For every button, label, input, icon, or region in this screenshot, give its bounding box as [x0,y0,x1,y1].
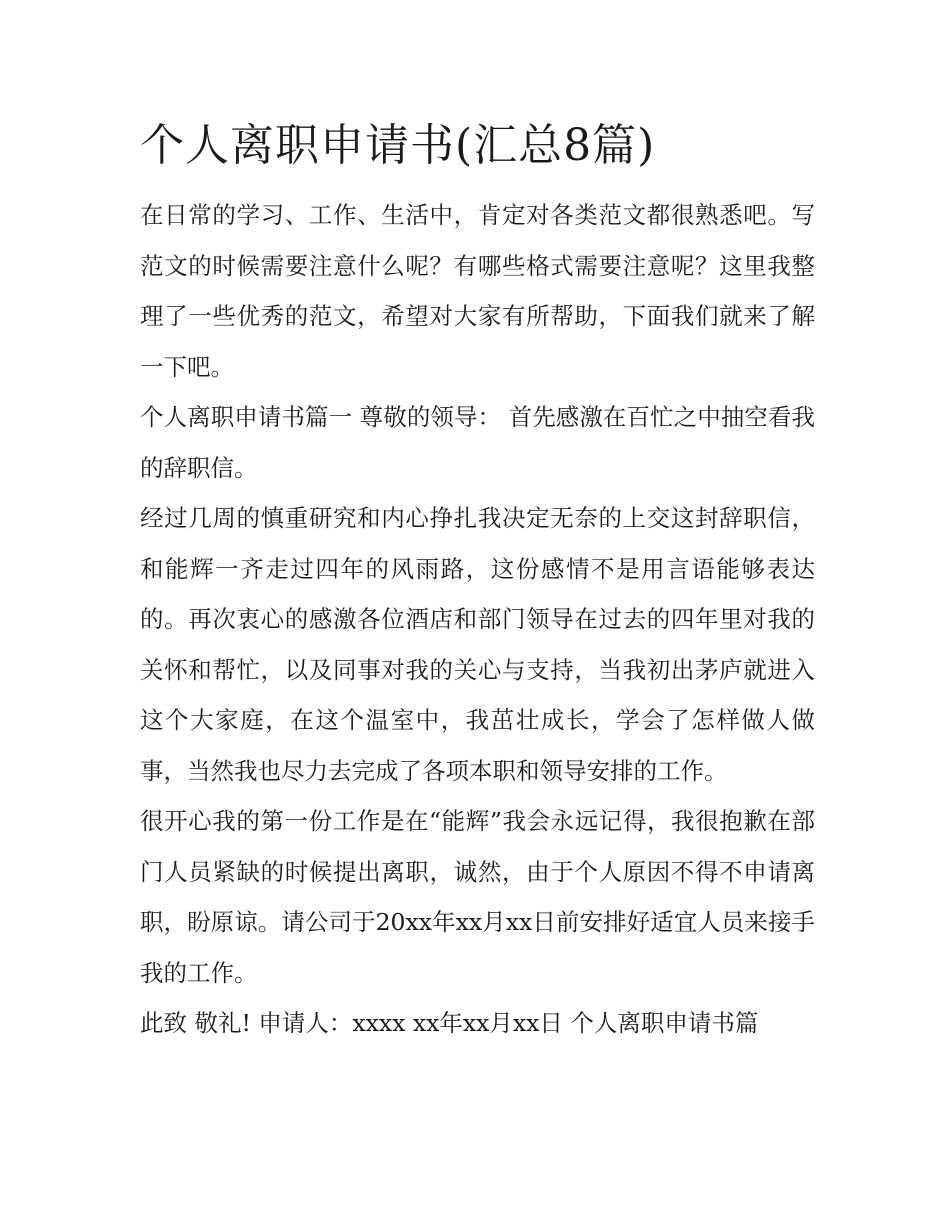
document-page [140,112,815,1049]
letter-closing-paragraph: 此致 敬礼! 申请人：xxxx xx年xx月xx日 个人离职申请书篇 [140,1009,759,1037]
document-title: 个人离职申请书(汇总8篇) [140,120,656,171]
intro-paragraph: 在日常的学习、工作、生活中，肯定对各类范文都很熟悉吧。写范文的时候需要注意什么呢？有哪些格式需要注意呢？这里我整理了一些优秀的范文，希望对大家有所帮助，下面我们就来了解一下吧。 [140,201,815,381]
letter-opening-paragraph: 个人离职申请书篇一 尊敬的领导： 首先感激在百忙之中抽空看我的辞职信。 [140,403,815,482]
letter-body-paragraph: 经过几周的慎重研究和内心挣扎我决定无奈的上交这封辞职信，和能辉一齐走过四年的风雨路，这份感情不是用言语能够表达的。再次衷心的感激各位酒店和部门领导在过去的四年里对我的关怀和帮忙，以及同事对我的关心与支持，当我初出茅庐就进入这个大家庭，在这个温室中，我茁壮成长，学会了怎样做人做事，当然我也尽力去完成了各项本职和领导安排的工作。 [140,504,815,785]
letter-request-paragraph: 很开心我的第一份工作是在“能辉”我会永远记得，我很抱歉在部门人员紧缺的时候提出离职，诚然，由于个人原因不得不申请离职，盼原谅。请公司于20xx年xx月xx日前安排好适宜人员来接手我的工作。 [140,807,815,987]
